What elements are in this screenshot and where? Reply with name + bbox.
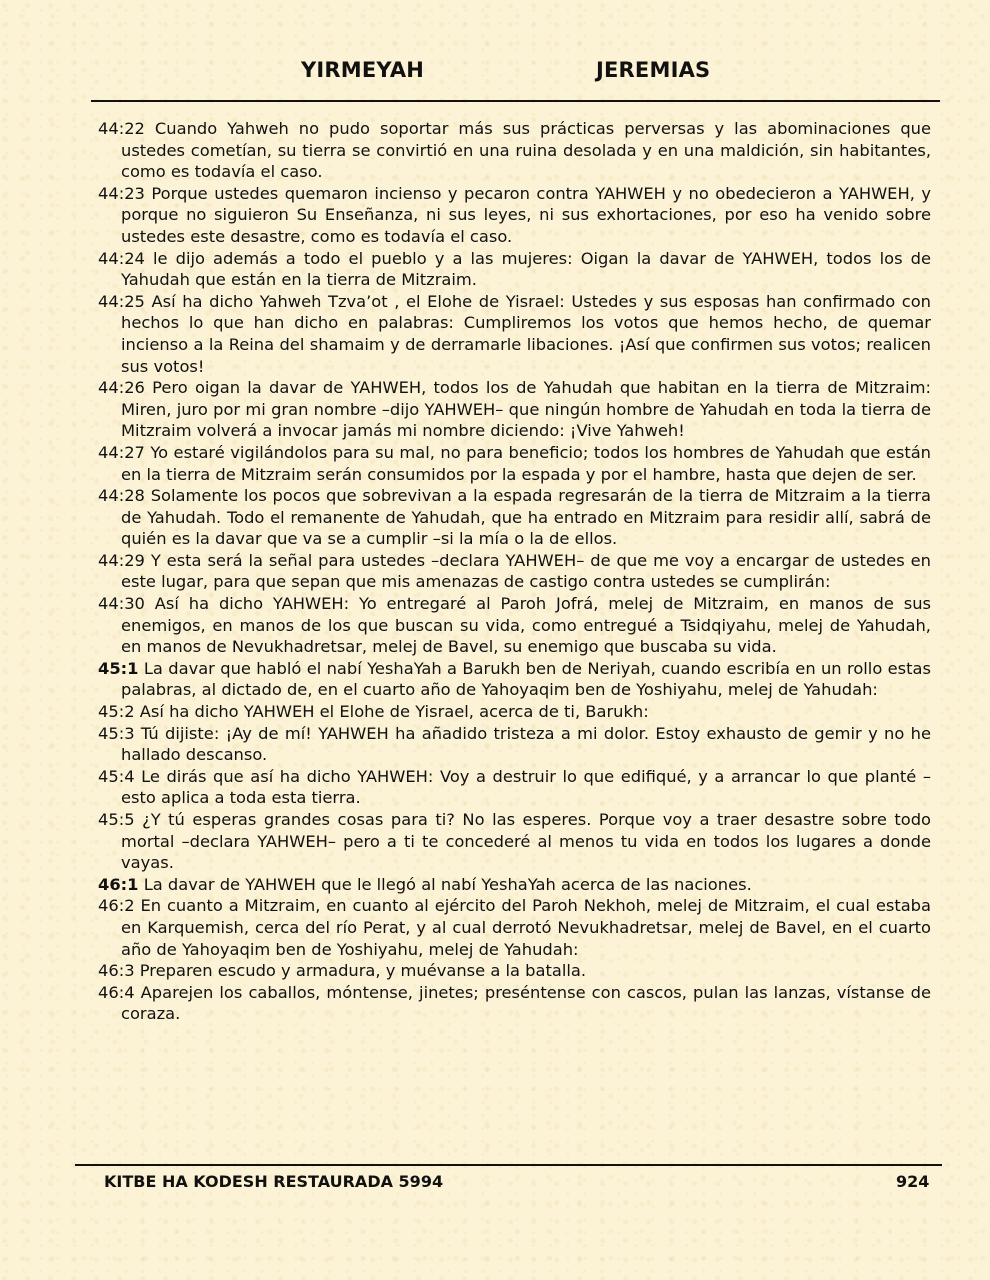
header-book-spanish: JEREMIAS: [596, 58, 711, 82]
verse: [98, 723, 931, 766]
scripture-text: [98, 118, 931, 1025]
verse: [98, 701, 931, 723]
verse-ref: 44:29: [98, 550, 145, 570]
verse-text: Aparejen los caballos, móntense, jinetes; preséntense con cascos, pulan las lanzas, vístanse de coraza.: [121, 982, 931, 1024]
verse-ref: 46:4: [98, 982, 135, 1002]
verse-ref: 45:5: [98, 810, 135, 829]
verse: [98, 960, 931, 982]
verse-text: le dijo además a todo el pueblo y a las mujeres: Oigan la davar de YAHWEH, todos los de Yahudah que están en la tierra de Mitzraim.: [121, 248, 931, 290]
verse-ref: 44:30: [98, 594, 145, 614]
header-rule: [91, 100, 940, 102]
verse-ref: 44:24: [98, 248, 145, 268]
verse: [98, 658, 931, 701]
verse-text: Y esta será la señal para ustedes –declara YAHWEH– de que me voy a encargar de ustedes en este lugar, para que sepan que mis amenazas de castigo contra ustedes se cumplirán:: [121, 550, 931, 592]
footer-rule: [75, 1164, 942, 1166]
verse-text: Así ha dicho YAHWEH: Yo entregaré al Paroh Jofrá, melej de Mitzraim, en manos de sus enemigos, en manos de los que buscan su vida, como entregué a Tsidqiyahu, melej de Yahudah, en manos de Nevukhadretsar, melej de Bavel, su enemigo que buscaba su vida.: [121, 594, 931, 657]
verse-ref: 44:23: [98, 183, 145, 203]
verse: [98, 377, 931, 442]
verse: [98, 183, 931, 248]
verse-text: Preparen escudo y armadura, y muévanse a la batalla.: [139, 961, 587, 981]
verse-text: La davar de YAHWEH que le llegó al nabí YeshaYah acerca de las naciones.: [143, 874, 752, 894]
verse: [98, 593, 931, 658]
verse-ref: 45:1: [98, 658, 139, 678]
header-book-hebrew: YIRMEYAH: [301, 58, 425, 82]
verse-text: Le dirás que así ha dicho YAHWEH: Voy a destruir lo que edifiqué, y a arrancar lo que planté –esto aplica a toda esta tierra.: [121, 766, 931, 808]
verse: [98, 442, 931, 485]
verse-text: Yo estaré vigilándolos para su mal, no para beneficio; todos los hombres de Yahudah que están en la tierra de Mitzraim serán consumidos por la espada y por el hambre, hasta que dejen de ser.: [121, 442, 931, 484]
verse-ref: 44:25: [98, 291, 145, 311]
verse-ref: 46:3: [98, 961, 135, 981]
verse: [98, 485, 931, 550]
verse-text: Tú dijiste: ¡Ay de mí! YAHWEH ha añadido tristeza a mi dolor. Estoy exhausto de gemir y no he hallado descanso.: [121, 723, 931, 765]
verse: [98, 550, 931, 593]
verse: [98, 766, 931, 809]
verse-ref: 45:2: [98, 702, 135, 722]
verse-text: Así ha dicho Yahweh Tzva’ot , el Elohe de Yisrael: Ustedes y sus esposas han confirmado con hechos lo que han dicho en palabras: Cumpliremos los votos que hemos hecho, de quemar incienso a la Reina del shamaim y de derramarle libaciones. ¡Así que confirmen sus votos; realicen sus votos!: [121, 291, 931, 376]
page-number: 924: [896, 1172, 930, 1191]
verse-text: En cuanto a Mitzraim, en cuanto al ejército del Paroh Nekhoh, melej de Mitzraim, el cual estaba en Karquemish, cerca del río Perat, y al cual derrotó Nevukhadretsar, melej de Bavel, en el cuarto año de Yahoyaqim ben de Yoshiyahu, melej de Yahudah:: [121, 896, 931, 959]
verse-text: Así ha dicho YAHWEH el Elohe de Yisrael, acerca de ti, Barukh:: [139, 702, 649, 722]
verse-ref: 46:2: [98, 896, 135, 916]
verse-ref: 44:22: [98, 119, 145, 138]
verse-text: Solamente los pocos que sobrevivan a la espada regresarán de la tierra de Mitzraim a la tierra de Yahudah. Todo el remanente de Yahudah, que ha entrado en Mitzraim para residir allí, sabrá de quién es la davar que va se a cumplir –si la mía o la de ellos.: [121, 486, 931, 549]
verse: [98, 809, 931, 874]
verse-text: Cuando Yahweh no pudo soportar más sus prácticas perversas y las abominaciones que ustedes cometían, su tierra se convirtió en una ruina desolada y en una maldición, sin habitantes, como es todavía el caso.: [121, 119, 931, 182]
verse: [98, 248, 931, 291]
verse-text: Porque ustedes quemaron incienso y pecaron contra YAHWEH y no obedecieron a YAHWEH, y porque no siguieron Su Enseñanza, ni sus leyes, ni sus exhortaciones, por eso ha venido sobre ustedes este desastre, como es todavía el caso.: [121, 183, 931, 246]
verse-ref: 46:1: [98, 874, 139, 894]
page-header: [0, 58, 990, 92]
verse: [98, 982, 931, 1025]
verse-text: La davar que habló el nabí YeshaYah a Barukh ben de Neriyah, cuando escribía en un rollo estas palabras, al dictado de, en el cuarto año de Yahoyaqim ben de Yoshiyahu, melej de Yahudah:: [121, 658, 931, 700]
verse-ref: 45:3: [98, 723, 135, 743]
verse-ref: 45:4: [98, 766, 135, 786]
verse-ref: 44:27: [98, 442, 145, 462]
verse-text: ¿Y tú esperas grandes cosas para ti? No las esperes. Porque voy a traer desastre sobre todo mortal –declara YAHWEH– pero a ti te concederé al menos tu vida en todos los lugares a donde vayas.: [121, 810, 931, 873]
verse: [98, 895, 931, 960]
verse-ref: 44:28: [98, 486, 145, 506]
footer-title: KITBE HA KODESH RESTAURADA 5994: [104, 1172, 444, 1191]
verse: [98, 118, 931, 183]
verse-text: Pero oigan la davar de YAHWEH, todos los de Yahudah que habitan en la tierra de Mitzraim: Miren, juro por mi gran nombre –dijo YAHWEH– que ningún hombre de Yahudah en toda la tierra de Mitzraim volverá a invocar jamás mi nombre diciendo: ¡Vive Yahweh!: [121, 378, 931, 441]
verse: [98, 874, 931, 896]
verse: [98, 291, 931, 377]
verse-ref: 44:26: [98, 378, 145, 398]
